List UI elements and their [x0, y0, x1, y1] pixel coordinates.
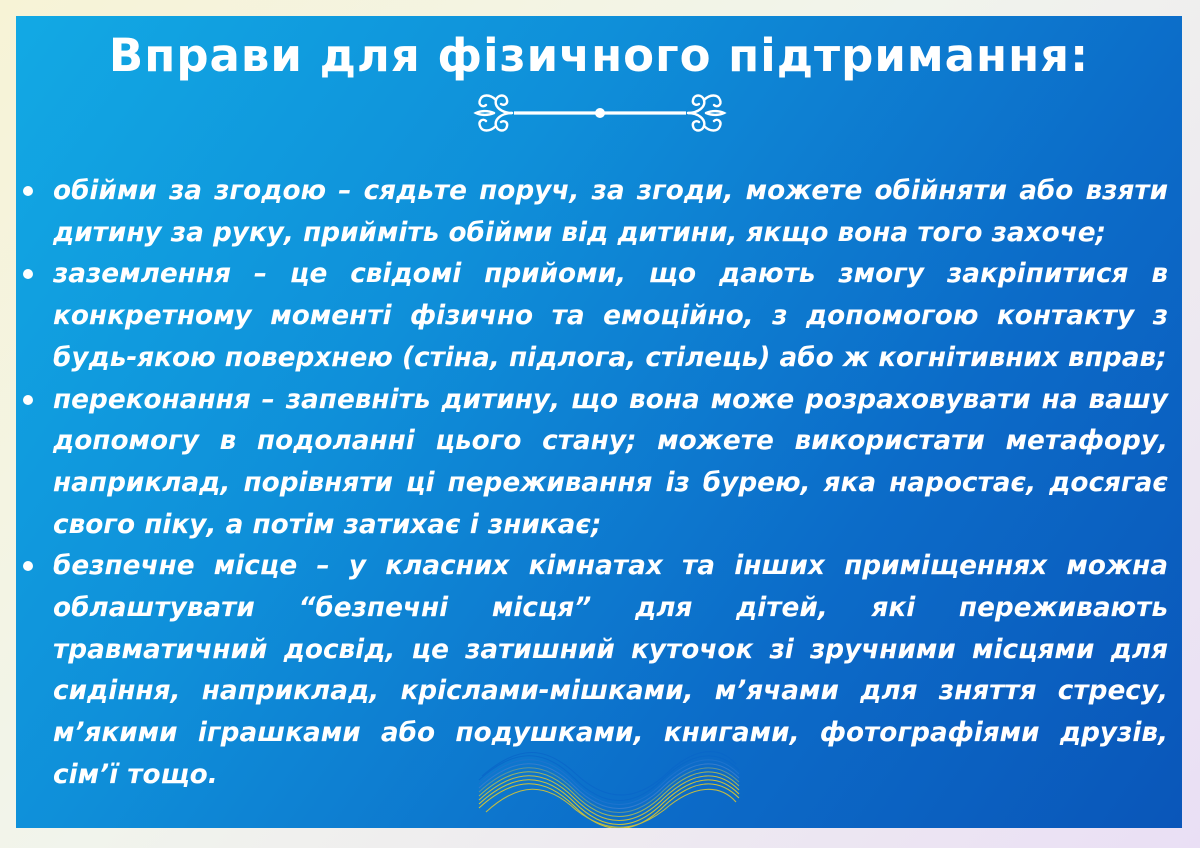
ukraine-flag-ribbon-icon: [474, 738, 744, 828]
list-item-text: заземлення – це свідомі прийоми, що дають змогу закріпитися в конкретному моменті фізично та емоційно, з допомогою контакту з будь-якою поверхнею (стіна, підлога, стілець) або ж когнітивних вправ;: [53, 259, 1168, 373]
list-item-text: безпечне місце – у класних кімнатах та інших приміщеннях можна облаштувати “безпечні місця” для дітей, які переживають травматичний досвід, це затишний куточок зі зручними місцями для сидіння, наприклад, кріслами-мішками, м’ячами для зняття стресу, м’якими іграшками або подушками, книгами, фотографіями друзів, сім’ї тощо.: [53, 551, 1168, 790]
poster-background: [16, 16, 1182, 828]
exercise-list: [21, 171, 1168, 797]
list-item-text: переконання – запевніть дитину, що вона може розраховувати на вашу допомогу в подоланні цього стану; можете використати метафору, наприклад, порівняти ці переживання із бурею, яка наростає, досягає свого піку, а потім затихає і зникає;: [53, 384, 1168, 540]
ornamental-divider-icon: [472, 82, 728, 144]
list-item-text: обійми за згодою – сядьте поруч, за згоди, можете обійняти або взяти дитину за руку, прийміть обійми від дитини, якщо вона того захоче;: [53, 176, 1168, 248]
page-title: Вправи для фізичного підтримання:: [108, 29, 1090, 82]
list-item: [21, 380, 1168, 547]
bullet-dot-icon: [23, 269, 33, 279]
bullet-dot-icon: [23, 186, 33, 196]
list-item: [21, 171, 1168, 254]
bullet-dot-icon: [23, 395, 33, 405]
list-item: [21, 254, 1168, 379]
bullet-dot-icon: [23, 561, 33, 571]
